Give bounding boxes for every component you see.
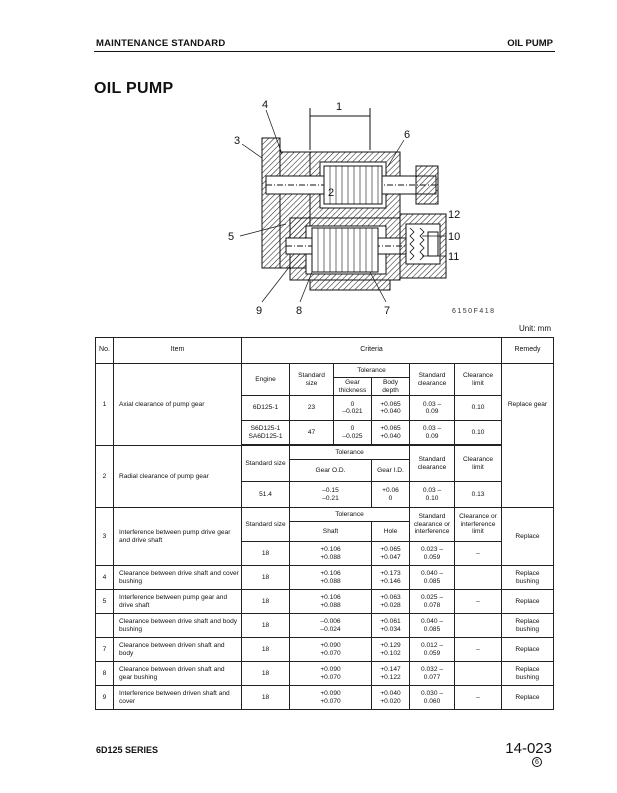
row-2-size: 51.4 — [242, 482, 290, 508]
row-3-hole: +0.065 +0.047 — [372, 542, 410, 566]
row-3-no: 3 — [96, 508, 114, 566]
row-3-item: Interference between pump drive gear and drive shaft — [114, 508, 242, 566]
row-2-h-gear-id: Gear I.D. — [372, 460, 410, 482]
row-1b-tol-gear: 0 –0.025 — [334, 421, 372, 445]
callout-9: 9 — [256, 305, 263, 317]
row-1b-clearance: 0.03 – 0.09 — [410, 421, 455, 445]
row-9-shaft: +0.090 +0.070 — [290, 686, 372, 710]
row-2-h-clearance-limit: Clearance limit — [455, 446, 502, 482]
row-1a-limit: 0.10 — [455, 396, 502, 421]
col-header-criteria: Criteria — [242, 338, 502, 364]
row-7-shaft: +0.090 +0.070 — [290, 638, 372, 662]
row-1-no: 1 — [96, 364, 114, 446]
row-9-no: 9 — [96, 686, 114, 710]
row-1a-size: 23 — [290, 396, 334, 421]
header-section-title: MAINTENANCE STANDARD — [96, 38, 226, 49]
table-row-2-subheader — [96, 446, 554, 460]
table-row-1-subheader — [96, 364, 554, 378]
drawing-code: 6150F418 — [452, 308, 496, 315]
row-4-hole: +0.173 +0.146 — [372, 566, 410, 590]
row-1b-engine: S6D125-1 SA6D125-1 — [242, 421, 290, 445]
row-1-h-engine: Engine — [242, 364, 290, 396]
row-5-item: Interference between pump gear and drive shaft — [114, 590, 242, 614]
row-6-item: Clearance between drive shaft and body bushing — [114, 614, 242, 638]
row-1-h-gear-thickness: Gear thickness — [334, 378, 372, 396]
header-chapter-title: OIL PUMP — [507, 38, 553, 49]
footer-series: 6D125 SERIES — [96, 745, 159, 755]
row-1b-tol-body: +0.065 +0.040 — [372, 421, 410, 445]
callout-12: 12 — [448, 209, 461, 221]
row-2-h-std-size: Standard size — [242, 446, 290, 482]
callout-6: 6 — [404, 129, 411, 141]
row-3-h-std-size: Standard size — [242, 508, 290, 542]
row-3-limit: – — [455, 542, 502, 566]
row-1-h-std-size: Standard size — [290, 364, 334, 396]
row-2-clearance: 0.03 – 0.10 — [410, 482, 455, 508]
row-6-hole: +0.061 +0.034 — [372, 614, 410, 638]
row-6-size: 18 — [242, 614, 290, 638]
row-4-no: 4 — [96, 566, 114, 590]
row-5-limit: – — [455, 590, 502, 614]
callout-11: 11 — [448, 251, 460, 263]
table-row-8 — [96, 662, 554, 686]
row-2-h-tolerance: Tolerance — [290, 446, 410, 460]
callout-7: 7 — [384, 305, 391, 317]
row-2-remedy — [502, 446, 554, 508]
table-row-4 — [96, 566, 554, 590]
row-5-hole: +0.063 +0.028 — [372, 590, 410, 614]
table-row-5 — [96, 590, 554, 614]
callout-2: 2 — [328, 187, 335, 199]
row-8-shaft: +0.090 +0.070 — [290, 662, 372, 686]
col-header-remedy: Remedy — [502, 338, 554, 364]
row-2-no: 2 — [96, 446, 114, 508]
row-7-size: 18 — [242, 638, 290, 662]
row-8-remedy: Replace bushing — [502, 662, 554, 686]
col-header-no: No. — [96, 338, 114, 364]
row-6-no — [96, 614, 114, 638]
row-3-h-hole: Hole — [372, 522, 410, 542]
row-4-item: Clearance between drive shaft and cover bushing — [114, 566, 242, 590]
row-4-size: 18 — [242, 566, 290, 590]
row-5-clearance: 0.025 – 0.078 — [410, 590, 455, 614]
row-9-hole: +0.040 +0.020 — [372, 686, 410, 710]
row-1a-clearance: 0.03 – 0.09 — [410, 396, 455, 421]
row-5-remedy: Replace — [502, 590, 554, 614]
row-1b-limit: 0.10 — [455, 421, 502, 445]
row-8-clearance: 0.032 – 0.077 — [410, 662, 455, 686]
page-title: OIL PUMP — [94, 80, 174, 97]
row-1a-tol-gear: 0 –0.021 — [334, 396, 372, 421]
row-8-size: 18 — [242, 662, 290, 686]
callout-1: 1 — [336, 101, 343, 113]
row-5-size: 18 — [242, 590, 290, 614]
row-2-limit: 0.13 — [455, 482, 502, 508]
row-6-shaft: –0.006 –0.024 — [290, 614, 372, 638]
row-7-remedy: Replace — [502, 638, 554, 662]
row-6-remedy: Replace bushing — [502, 614, 554, 638]
row-7-limit: – — [455, 638, 502, 662]
maintenance-standard-table — [95, 337, 554, 710]
row-3-h-clearance-limit: Clearance or interference limit — [455, 508, 502, 542]
row-3-h-std-clearance: Standard clearance or interference — [410, 508, 455, 542]
row-6-clearance: 0.040 – 0.085 — [410, 614, 455, 638]
col-header-item: Item — [114, 338, 242, 364]
row-4-shaft: +0.106 +0.088 — [290, 566, 372, 590]
row-8-hole: +0.147 +0.122 — [372, 662, 410, 686]
callout-8: 8 — [296, 305, 303, 317]
table-row-7 — [96, 638, 554, 662]
row-9-item: Interference between driven shaft and cover — [114, 686, 242, 710]
oil-pump-cross-section-drawing — [220, 96, 480, 328]
row-4-limit — [455, 566, 502, 590]
callout-3: 3 — [234, 135, 241, 147]
row-7-hole: +0.129 +0.102 — [372, 638, 410, 662]
row-8-limit — [455, 662, 502, 686]
row-2-tol-id: +0.06 0 — [372, 482, 410, 508]
row-9-size: 18 — [242, 686, 290, 710]
row-1a-tol-body: +0.065 +0.040 — [372, 396, 410, 421]
row-8-no: 8 — [96, 662, 114, 686]
row-8-item: Clearance between driven shaft and gear bushing — [114, 662, 242, 686]
row-3-h-tolerance: Tolerance — [290, 508, 410, 522]
row-7-clearance: 0.012 – 0.059 — [410, 638, 455, 662]
row-1-h-std-clearance: Standard clearance — [410, 364, 455, 396]
row-1b-size: 47 — [290, 421, 334, 445]
row-3-shaft: +0.106 +0.088 — [290, 542, 372, 566]
callout-4: 4 — [262, 99, 269, 111]
row-1-h-clearance-limit: Clearance limit — [455, 364, 502, 396]
row-2-item: Radial clearance of pump gear — [114, 446, 242, 508]
callout-5: 5 — [228, 231, 235, 243]
row-4-remedy: Replace bushing — [502, 566, 554, 590]
row-2-h-std-clearance: Standard clearance — [410, 446, 455, 482]
row-1a-engine: 6D125-1 — [242, 396, 290, 421]
row-5-no: 5 — [96, 590, 114, 614]
row-3-clearance: 0.023 – 0.059 — [410, 542, 455, 566]
row-3-remedy: Replace — [502, 508, 554, 566]
footer-revision-mark: 6 — [532, 757, 542, 767]
row-9-remedy: Replace — [502, 686, 554, 710]
unit-label: Unit: mm — [519, 324, 551, 333]
row-1-h-body-depth: Body depth — [372, 378, 410, 396]
row-1-h-tolerance: Tolerance — [334, 364, 410, 378]
row-2-h-gear-od: Gear O.D. — [290, 460, 372, 482]
row-9-clearance: 0.030 – 0.060 — [410, 686, 455, 710]
table-row-3-subheader — [96, 508, 554, 522]
row-7-no: 7 — [96, 638, 114, 662]
row-5-shaft: +0.106 +0.088 — [290, 590, 372, 614]
row-3-h-shaft: Shaft — [290, 522, 372, 542]
table-row-6 — [96, 614, 554, 638]
callout-10: 10 — [448, 231, 461, 243]
table-row-9 — [96, 686, 554, 710]
table-header-row — [96, 338, 554, 364]
row-7-item: Clearance between driven shaft and body — [114, 638, 242, 662]
row-1-remedy: Replace gear — [502, 364, 554, 446]
row-9-limit: – — [455, 686, 502, 710]
row-6-limit — [455, 614, 502, 638]
header-rule — [94, 51, 555, 52]
row-2-tol-od: –0.15 –0.21 — [290, 482, 372, 508]
footer-page-number: 14-023 — [505, 740, 552, 757]
row-3-size: 18 — [242, 542, 290, 566]
row-4-clearance: 0.040 – 0.085 — [410, 566, 455, 590]
row-1-item: Axial clearance of pump gear — [114, 364, 242, 446]
